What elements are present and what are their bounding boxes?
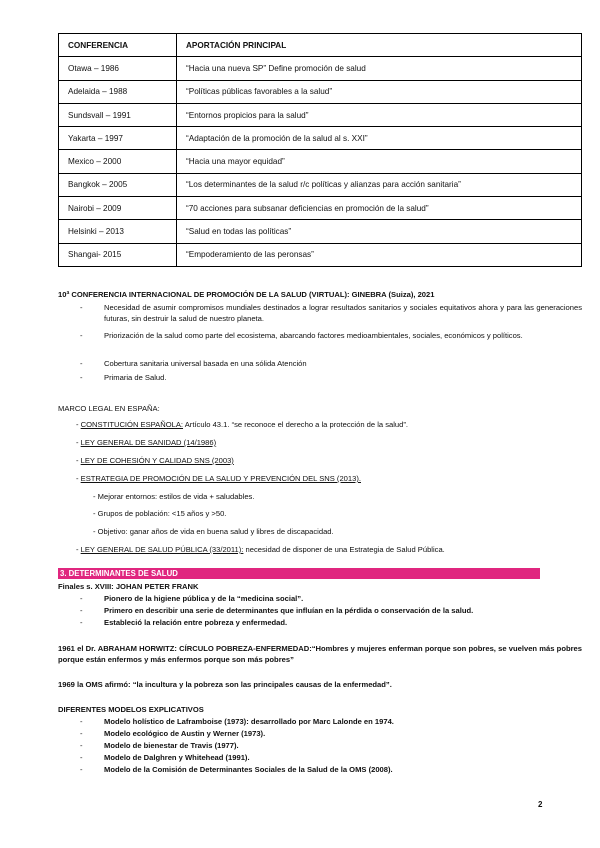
- conferences-table: [58, 33, 582, 267]
- ley-cohesion-line: - LEY DE COHESIÓN Y CALIDAD SNS (2003): [76, 456, 234, 465]
- horwitz-label: 1961 el Dr. ABRAHAM HORWITZ: CÍRCULO POBREZA-ENFERMEDAD: [58, 644, 310, 653]
- estrategia: ESTRATEGIA DE PROMOCIÓN DE LA SALUD Y PREVENCIÓN DEL SNS (2013).: [80, 474, 361, 483]
- section-heading: 3. DETERMINANTES DE SALUD: [60, 569, 178, 578]
- conf10-item: Necesidad de asumir compromisos mundiales destinados a lograr resultados sanitarios y sociales equitativos ahora y para las generaciones futuras, sin destruir la salud de nuestro planeta.: [104, 303, 582, 323]
- bullet-dash: -: [80, 741, 83, 750]
- bullet-dash: -: [80, 359, 83, 368]
- table-row: [59, 197, 582, 220]
- table-row: [59, 173, 582, 196]
- table-cell: “70 acciones para subsanar deficiencias en promoción de la salud”: [177, 197, 582, 220]
- ley-salud-publica-text: necesidad de disponer de una Estrategia de Salud Pública.: [243, 545, 445, 554]
- bullet-dash: -: [80, 606, 83, 615]
- table-row: [59, 243, 582, 266]
- frank-item: Primero en describir una serie de determinantes que influían en la pérdida o conservación de la salud.: [104, 606, 474, 615]
- table-cell: “Adaptación de la promoción de la salud al s. XXI”: [177, 127, 582, 150]
- table-cell: “Hacia una mayor equidad”: [177, 150, 582, 173]
- horwitz-text: :“Hombres y mujeres enferman porque son pobres, se vuelven más pobres porque están enfermos y más enfermos porque son más pobres”: [58, 644, 582, 664]
- table-row: [59, 57, 582, 80]
- bullet-dash: -: [80, 594, 83, 603]
- conf10-item: Cobertura sanitaria universal basada en una sólida Atención: [104, 359, 307, 368]
- table-cell: Adelaida – 1988: [59, 80, 177, 103]
- horwitz-paragraph: [58, 643, 582, 665]
- conf10-item: Priorización de la salud como parte del ecosistema, abarcando factores medioambientales, sociales, económicos y políticos.: [104, 331, 523, 340]
- modelo-item: Modelo ecológico de Austin y Werner (1973).: [104, 729, 266, 738]
- header-conferencia: CONFERENCIA: [59, 34, 177, 57]
- ley-sanidad: LEY GENERAL DE SANIDAD (14/1986): [80, 438, 217, 447]
- conf10-item: Primaria de Salud.: [104, 373, 167, 382]
- table-row: [59, 150, 582, 173]
- conf10-title: 10ª CONFERENCIA INTERNACIONAL DE PROMOCIÓN DE LA SALUD (VIRTUAL): GINEBRA (Suiza), 2021: [58, 290, 435, 299]
- table-row: [59, 220, 582, 243]
- table-cell: Helsinki – 2013: [59, 220, 177, 243]
- bullet-dash: -: [80, 303, 83, 312]
- table-cell: Nairobi – 2009: [59, 197, 177, 220]
- modelo-item: Modelo de Dalghren y Whitehead (1991).: [104, 753, 250, 762]
- ley-salud-publica-label: LEY GENERAL DE SALUD PÚBLICA (33/2011):: [80, 545, 244, 554]
- modelo-item: Modelo de bienestar de Travis (1977).: [104, 741, 239, 750]
- table-cell: Mexico – 2000: [59, 150, 177, 173]
- table-cell: “Entornos propicios para la salud”: [177, 103, 582, 126]
- estrategia-sub-item: - Objetivo: ganar años de vida en buena salud y libres de discapacidad.: [93, 527, 334, 536]
- table-cell: “Salud en todas las políticas”: [177, 220, 582, 243]
- bullet-dash: -: [80, 729, 83, 738]
- modelo-item: Modelo de la Comisión de Determinantes Sociales de la Salud de la OMS (2008).: [104, 765, 393, 774]
- constitucion-line: - CONSTITUCIÓN ESPAÑOLA: Artículo 43.1. “se reconoce el derecho a la protección de la salud”.: [76, 420, 409, 429]
- ley-salud-publica-line: - LEY GENERAL DE SALUD PÚBLICA (33/2011): necesidad de disponer de una Estrategia de Salud Pública.: [76, 545, 445, 554]
- table-cell: “Empoderamiento de las peronsas”: [177, 243, 582, 266]
- table-row: [59, 80, 582, 103]
- bullet-dash: -: [80, 717, 83, 726]
- table-header-row: [59, 34, 582, 57]
- table-cell: Sundsvall – 1991: [59, 103, 177, 126]
- oms-paragraph: 1969 la OMS afirmó: “la incultura y la pobreza son las principales causas de la enfermedad”.: [58, 680, 392, 689]
- table-cell: “Los determinantes de la salud r/c políticas y alianzas para acción sanitaria”: [177, 173, 582, 196]
- modelos-title: DIFERENTES MODELOS EXPLICATIVOS: [58, 705, 204, 714]
- frank-item: Estableció la relación entre pobreza y enfermedad.: [104, 618, 288, 627]
- table-cell: Bangkok – 2005: [59, 173, 177, 196]
- frank-item: Pionero de la higiene pública y de la “medicina social”.: [104, 594, 304, 603]
- estrategia-sub-item: - Mejorar entornos: estilos de vida + saludables.: [93, 492, 255, 501]
- ley-sanidad-line: - LEY GENERAL DE SANIDAD (14/1986): [76, 438, 217, 447]
- bullet-dash: -: [80, 765, 83, 774]
- table-row: [59, 127, 582, 150]
- modelo-item: Modelo holístico de Laframboise (1973): desarrollado por Marc Lalonde en 1974.: [104, 717, 394, 726]
- header-aportacion: APORTACIÓN PRINCIPAL: [177, 34, 582, 57]
- marco-title: MARCO LEGAL EN ESPAÑA:: [58, 404, 160, 413]
- constitucion-label: CONSTITUCIÓN ESPAÑOLA:: [80, 420, 184, 429]
- estrategia-sub-item: - Grupos de población: <15 años y >50.: [93, 509, 227, 518]
- bullet-dash: -: [80, 618, 83, 627]
- bullet-dash: -: [80, 753, 83, 762]
- bullet-dash: -: [80, 373, 83, 382]
- table-cell: “Hacia una nueva SP” Define promoción de salud: [177, 57, 582, 80]
- constitucion-text: Artículo 43.1. “se reconoce el derecho a la protección de la salud”.: [183, 420, 409, 429]
- table-row: [59, 103, 582, 126]
- section-heading-bar: [58, 568, 540, 579]
- ley-cohesion: LEY DE COHESIÓN Y CALIDAD SNS (2003): [80, 456, 234, 465]
- bullet-dash: -: [80, 331, 83, 340]
- estrategia-line: - ESTRATEGIA DE PROMOCIÓN DE LA SALUD Y PREVENCIÓN DEL SNS (2013).: [76, 474, 361, 483]
- table-cell: Shangai- 2015: [59, 243, 177, 266]
- table-cell: Otawa – 1986: [59, 57, 177, 80]
- table-cell: “Políticas públicas favorables a la salud”: [177, 80, 582, 103]
- frank-title: Finales s. XVIII: JOHAN PETER FRANK: [58, 582, 199, 591]
- page-number: 2: [538, 800, 543, 809]
- table-cell: Yakarta – 1997: [59, 127, 177, 150]
